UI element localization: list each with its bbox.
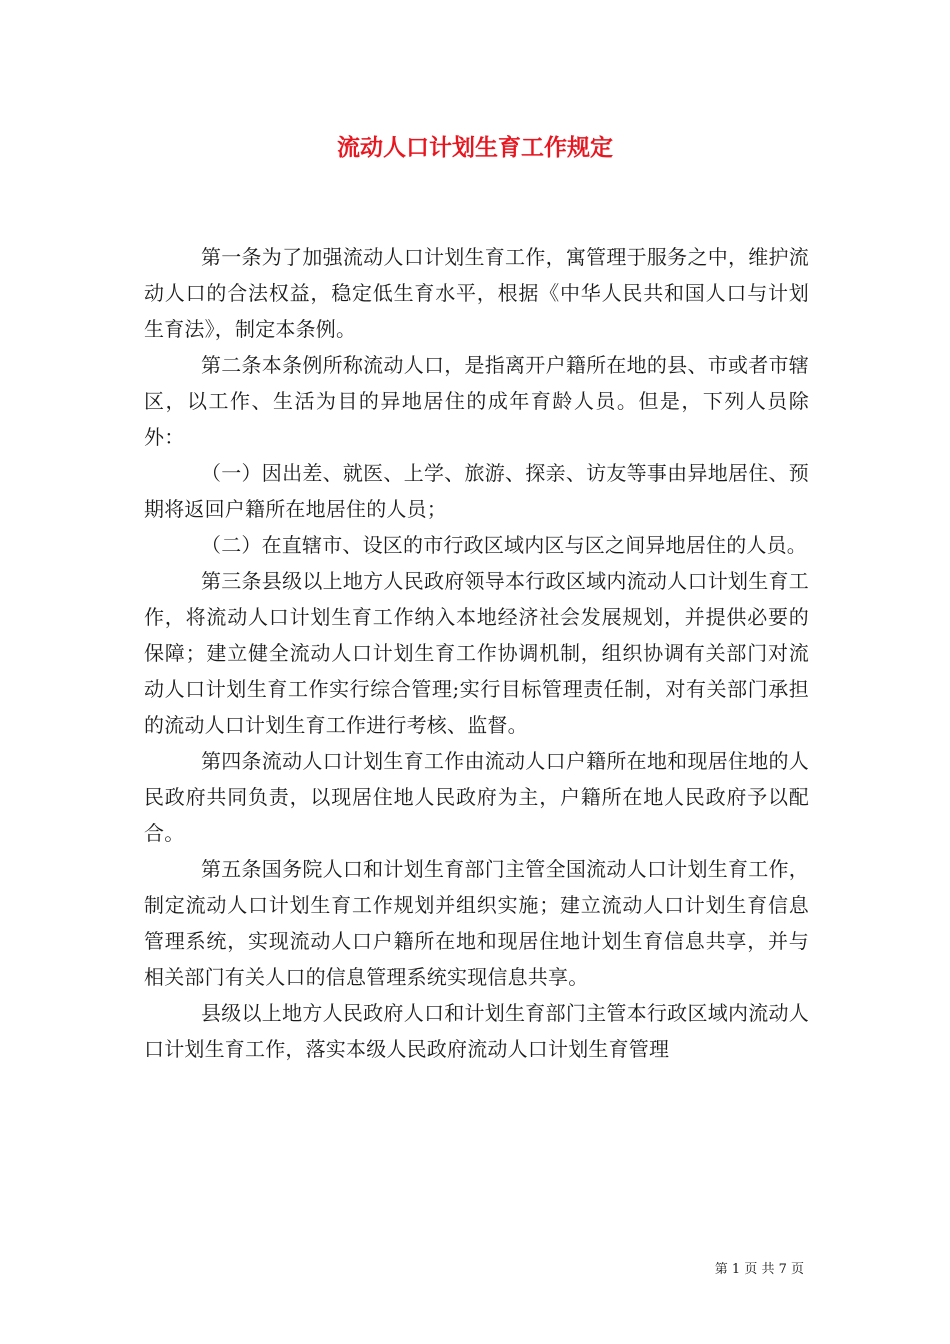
paragraph-article-3: 第三条县级以上地方人民政府领导本行政区域内流动人口计划生育工作，将流动人口计划生育工作纳入本地经济社会发展规划，并提供必要的保障；建立健全流动人口计划生育工作协调机制，组织协调有关部门对流动人口计划生育工作实行综合管理;实行目标管理责任制，对有关部门承担的流动人口计划生育工作进行考核、监督。 bbox=[144, 569, 809, 737]
paragraph-article-2: 第二条本条例所称流动人口，是指离开户籍所在地的县、市或者市辖区，以工作、生活为目的异地居住的成年育龄人员。但是，下列人员除外： bbox=[144, 353, 809, 449]
paragraph-item-2: （二）在直辖市、设区的市行政区域内区与区之间异地居住的人员。 bbox=[201, 533, 807, 557]
page-number-footer: 第 1 页 共 7 页 bbox=[714, 1262, 804, 1277]
paragraph-article-4: 第四条流动人口计划生育工作由流动人口户籍所在地和现居住地的人民政府共同负责，以现居住地人民政府为主，户籍所在地人民政府予以配合。 bbox=[144, 749, 809, 845]
paragraph-article-5-cont: 县级以上地方人民政府人口和计划生育部门主管本行政区域内流动人口计划生育工作，落实本级人民政府流动人口计划生育管理 bbox=[144, 1001, 809, 1061]
paragraph-item-1: （一）因出差、就医、上学、旅游、探亲、访友等事由异地居住、预期将返回户籍所在地居住的人员； bbox=[144, 461, 809, 521]
document-body bbox=[144, 239, 809, 1067]
paragraph-article-1: 第一条为了加强流动人口计划生育工作，寓管理于服务之中，维护流动人口的合法权益，稳定低生育水平，根据《中华人民共和国人口与计划生育法》，制定本条例。 bbox=[144, 245, 809, 341]
document-title: 流动人口计划生育工作规定 bbox=[337, 134, 613, 161]
paragraph-article-5: 第五条国务院人口和计划生育部门主管全国流动人口计划生育工作，制定流动人口计划生育工作规划并组织实施；建立流动人口计划生育信息管理系统，实现流动人口户籍所在地和现居住地计划生育信息共享，并与相关部门有关人口的信息管理系统实现信息共享。 bbox=[144, 857, 809, 989]
